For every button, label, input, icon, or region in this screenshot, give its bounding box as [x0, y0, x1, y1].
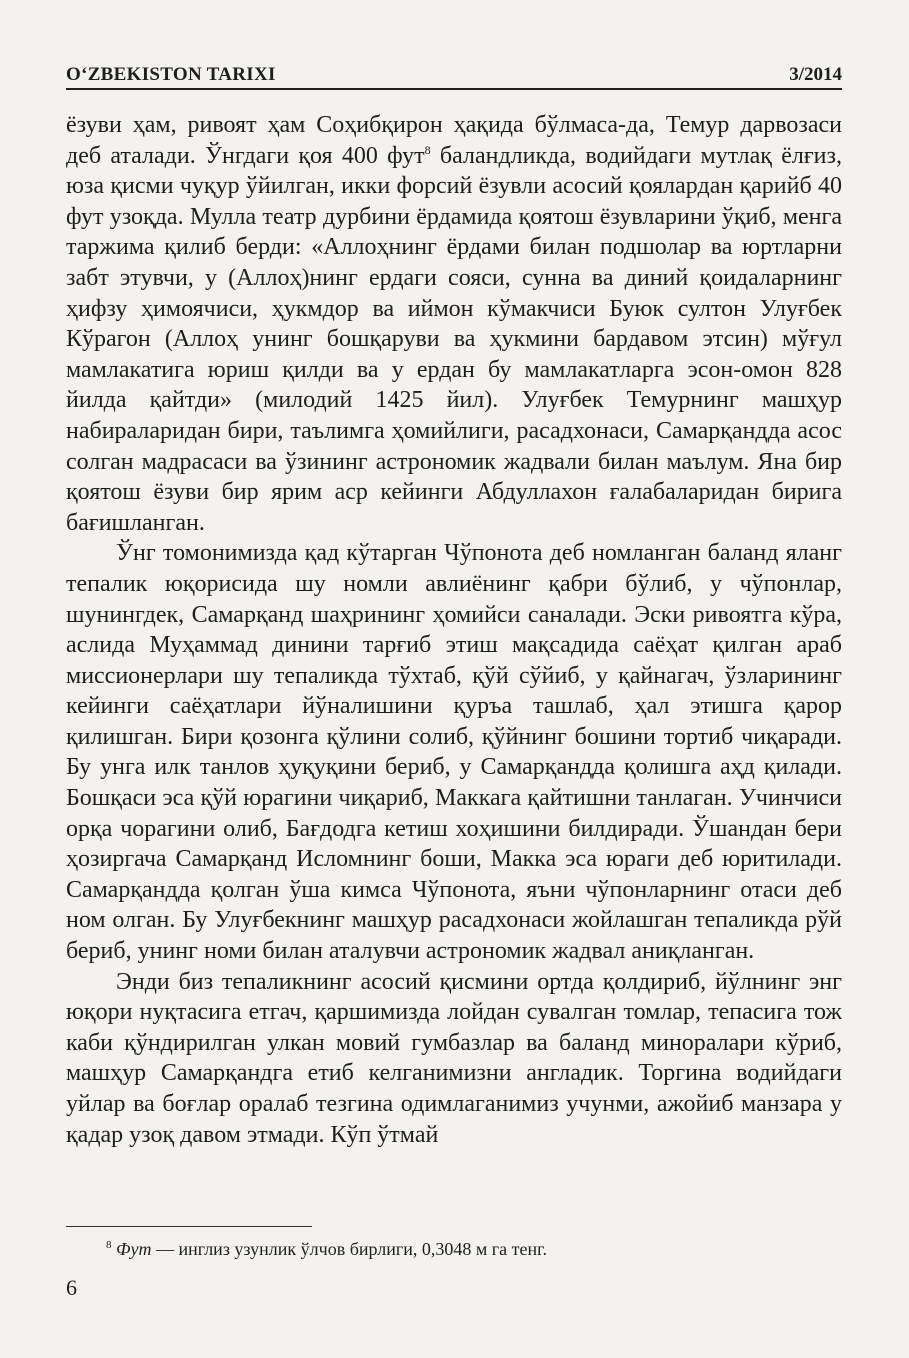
footnote-term: Фут — [116, 1239, 152, 1259]
footnote-text: — инглиз узунлик ўлчов бирлиги, 0,3048 м га тенг. — [151, 1239, 547, 1259]
paragraph-1-text-end: баландликда, водийдаги мутлақ ёлғиз, юза қисми чуқур ўйилган, икки форсий ёзувли асосий қоялардан қарийб 40 фут узоқда. Мулла театр дурбини ёрдамида қоятош ёзувларини ўқиб, менга таржима қилиб берди: «Аллоҳнинг ёрдами билан подшолар ва юртларни забт этувчи, у (Аллоҳ)нинг ердаги сояси, сунна ва диний қоидаларнинг ҳифзу ҳимоячиси, ҳукмдор ва иймон кўмакчиси Буюк султон Улуғбек Кўрагон (Аллоҳ унинг бошқаруви ва ҳукмини бардавом этсин) мўғул мамлакатига юриш қилди ва у ердан бу мамлакатларга эсон-омон 828 йилда қайтди» (милодий 1425 йил). Улуғбек Темурнинг машҳур набираларидан бири, таълимга ҳомийлиги, расадхонаси, Самарқандда асос солган мадрасаси ва ўзининг астрономик жадвали билан маълум. Яна бир қоятош ёзуви бир ярим аср кейинги Абдуллахон ғалабаларидан бирига бағишланган. — [66, 142, 842, 536]
journal-title: O‘ZBEKISTON TARIXI — [66, 64, 276, 85]
paragraph-1 — [66, 110, 842, 538]
footnote-divider — [66, 1226, 312, 1227]
paragraph-3: Энди биз тепаликнинг асосий қисмини ортда қолдириб, йўлнинг энг юқори нуқтасига етгач, қаршимизда лойдан сувалган томлар, тепасига тож каби қўндирилган улкан мовий гумбазлар ва баланд миноралари кўриб, машҳур Самарқандга етиб келганимизни англадик. Торгина водийдаги уйлар ва боғлар оралаб тезгина одимлаганимиз учунми, ажойиб манзара у қадар узоқ давом этмади. Кўп ўтмай — [66, 968, 842, 1148]
paragraph-1-text-start: ёзуви ҳам, ривоят ҳам Соҳибқирон ҳақида бўлмаса-да, Темур дарвозаси деб аталади. Ўнгдаги қоя 400 фут — [66, 112, 842, 169]
article-body — [66, 110, 842, 1150]
footnote — [106, 1238, 842, 1260]
issue-number: 3/2014 — [789, 64, 842, 85]
running-header — [66, 58, 842, 90]
page-number: 6 — [66, 1275, 77, 1300]
paragraph-2: Ўнг томонимизда қад кўтарган Чўпонота деб номланган баланд яланг тепалик юқорисида шу номли авлиёнинг қабри бўлиб, у чўпонлар, шунингдек, Самарқанд шаҳрининг ҳомийси саналади. Эски ривоятга кўра, аслида Муҳаммад динини тарғиб этиш мақсадида саёҳат қилган араб миссионерлари шу тепаликда тўхтаб, қўй сўйиб, у қайнагач, ўзларининг кейинги саёҳатлари йўналишини қуръа ташлаб, ҳал этишга қарор қилишган. Бири қозонга қўлини солиб, қўйнинг бошини тортиб чиқаради. Бу унга илк танлов ҳуқуқини бериб, у Самарқандда қолишга аҳд қилади. Бошқаси эса қўй юрагини чиқариб, Маккага қайтишни танлаган. Учинчиси орқа чорагини олиб, Бағдодга кетиш хоҳишини билдиради. Ўшандан бери ҳозиргача Самарқанд Исломнинг боши, Макка эса юраги деб юритилади. Самарқандда қолган ўша кимса Чўпонота, яъни чўпонларнинг отаси деб ном олган. Бу Улуғбекнинг машҳур расадхонаси жойлашган тепаликда рўй бериб, унинг номи билан аталувчи астрономик жадвал аниқланган. — [66, 540, 842, 965]
footnote-number: 8 — [106, 1239, 112, 1251]
footnote-reference: 8 — [424, 142, 431, 157]
